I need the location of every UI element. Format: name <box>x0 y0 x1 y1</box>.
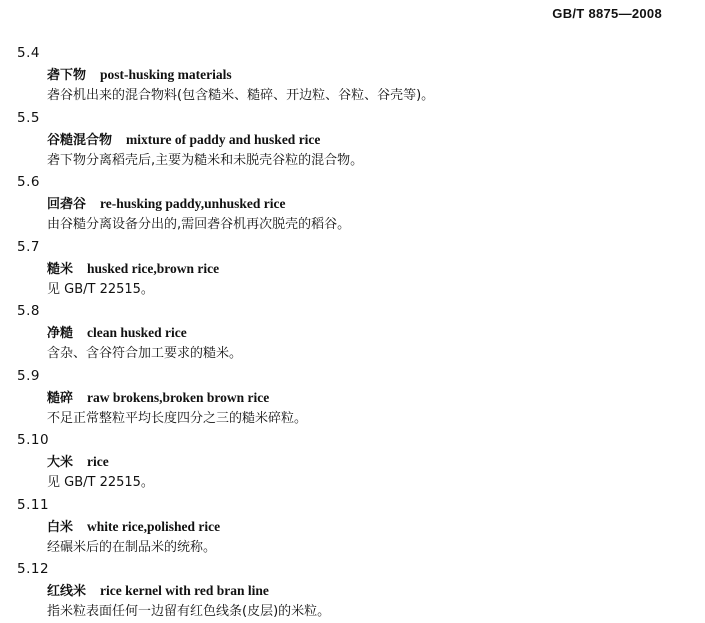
term-chinese: 糙米 <box>47 261 74 277</box>
term-definition: 指米粒表面任何一边留有红色线条(皮层)的米粒。 <box>47 604 331 619</box>
term-entry <box>17 558 687 623</box>
term-entries <box>17 42 687 623</box>
section-number: 5.9 <box>17 367 40 384</box>
term-entry <box>17 429 687 494</box>
term-chinese: 大米 <box>47 455 74 470</box>
term-chinese: 糙碎 <box>47 390 74 406</box>
term-entry <box>17 42 687 107</box>
term-entry <box>17 171 687 236</box>
term-chinese: 白米 <box>47 519 74 535</box>
term-entry <box>17 365 687 430</box>
term-english: husked rice,brown rice <box>87 260 220 276</box>
term-definition: 含杂、含谷符合加工要求的糙米。 <box>47 346 243 361</box>
term-line <box>17 387 687 408</box>
term-chinese: 红线米 <box>47 584 87 599</box>
term-english: re-husking paddy,unhusked rice <box>100 196 286 211</box>
section-number: 5.6 <box>17 174 40 190</box>
term-definition: 由谷糙分离设备分出的,需回砻谷机再次脱壳的稻谷。 <box>47 217 351 232</box>
section-number: 5.7 <box>17 238 40 255</box>
term-entry <box>17 236 687 301</box>
section-number: 5.10 <box>17 432 50 448</box>
term-line <box>17 64 687 85</box>
section-number: 5.11 <box>17 496 50 513</box>
term-chinese: 净糙 <box>47 326 74 341</box>
term-english: rice <box>87 454 109 469</box>
term-entry <box>17 494 687 559</box>
term-chinese: 谷糙混合物 <box>47 132 113 148</box>
term-entry <box>17 300 687 365</box>
term-definition: 砻谷机出来的混合物料(包含糙米、糙碎、开边粒、谷粒、谷壳等)。 <box>47 88 435 103</box>
term-entry <box>17 107 687 172</box>
term-chinese: 回砻谷 <box>47 197 87 212</box>
term-line <box>17 516 687 537</box>
section-number: 5.5 <box>17 109 40 126</box>
term-definition: 经碾米后的在制品米的统称。 <box>47 539 217 555</box>
term-english: post-husking materials <box>100 67 232 82</box>
term-definition: 见 GB/T 22515。 <box>47 281 154 297</box>
term-definition: 见 GB/T 22515。 <box>47 475 154 490</box>
term-english: raw brokens,broken brown rice <box>87 389 270 405</box>
term-line <box>17 322 687 343</box>
term-english: white rice,polished rice <box>87 518 221 534</box>
term-line <box>17 258 687 279</box>
term-english: clean husked rice <box>87 325 187 340</box>
term-english: mixture of paddy and husked rice <box>126 131 321 147</box>
term-line <box>17 193 687 214</box>
term-definition: 砻下物分离稻壳后,主要为糙米和未脱壳谷粒的混合物。 <box>47 152 364 168</box>
section-number: 5.8 <box>17 303 40 319</box>
term-english: rice kernel with red bran line <box>100 583 269 598</box>
section-number: 5.12 <box>17 561 50 577</box>
standard-code-header: GB/T 8875—2008 <box>552 6 662 21</box>
term-line <box>17 580 687 601</box>
term-definition: 不足正常整粒平均长度四分之三的糙米碎粒。 <box>47 410 308 426</box>
term-line <box>17 451 687 472</box>
term-chinese: 砻下物 <box>47 68 87 83</box>
term-line <box>17 129 687 150</box>
section-number: 5.4 <box>17 45 40 61</box>
